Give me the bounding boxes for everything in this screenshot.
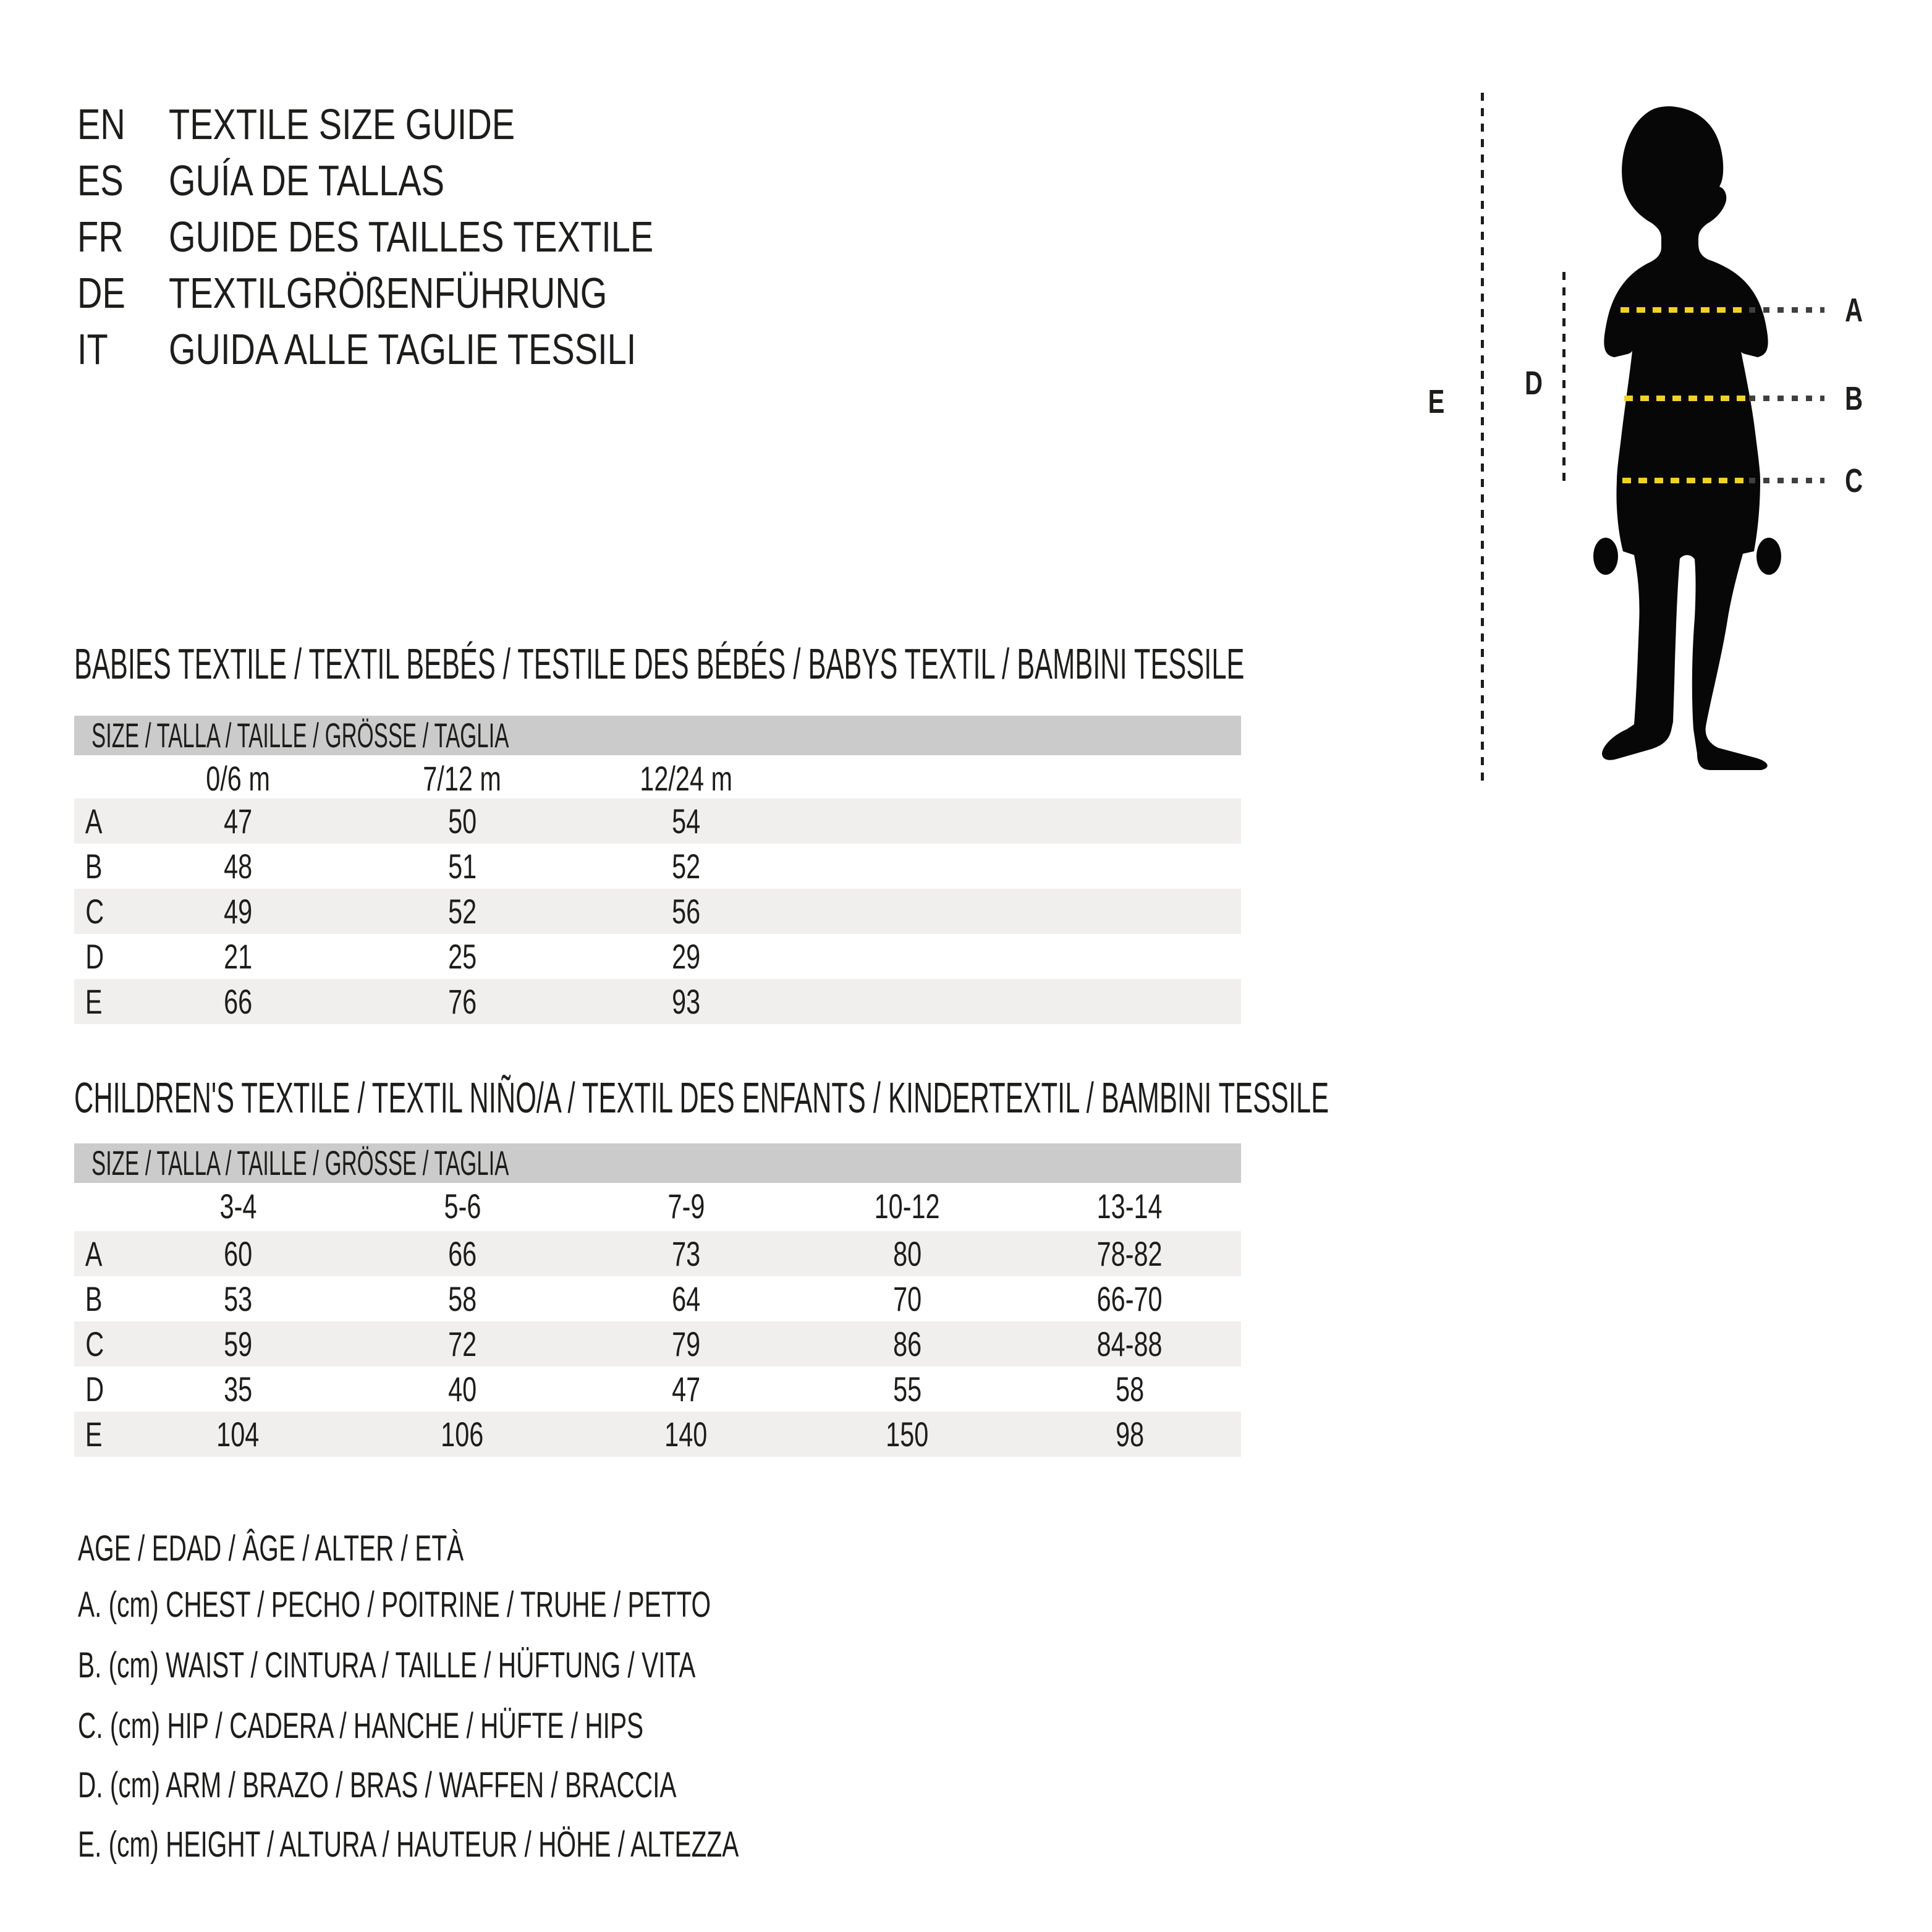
table-cell: 25 bbox=[447, 937, 477, 976]
table-cell: 140 bbox=[664, 1415, 708, 1454]
children-section-heading: CHILDREN'S TEXTILE / TEXTIL NIÑO/A / TEXTIL DES ENFANTS / KINDERTEXTIL / BAMBINI TESSILE bbox=[74, 1074, 1329, 1122]
table-cell: 55 bbox=[892, 1370, 922, 1409]
table-row bbox=[74, 799, 1241, 844]
children-column-header: 7-9 bbox=[667, 1187, 705, 1226]
language-row-de bbox=[77, 271, 740, 315]
row-label: E bbox=[85, 1415, 103, 1454]
table-cell: 51 bbox=[447, 847, 477, 886]
table-cell: 104 bbox=[216, 1415, 260, 1454]
children-column-header: 10-12 bbox=[874, 1187, 940, 1226]
language-title: TEXTILE SIZE GUIDE bbox=[169, 100, 515, 148]
table-cell: 40 bbox=[447, 1370, 477, 1409]
language-title: TEXTILGRÖßENFÜHRUNG bbox=[169, 269, 608, 317]
babies-section-heading: BABIES TEXTILE / TEXTIL BEBÉS / TESTILE DES BÉBÉS / BABYS TEXTIL / BAMBINI TESSILE bbox=[74, 640, 1245, 688]
children-size-header-text: SIZE / TALLA / TAILLE / GRÖSSE / TAGLIA bbox=[91, 1143, 509, 1182]
table-cell: 52 bbox=[447, 892, 477, 931]
waist-line-yellow bbox=[1624, 396, 1745, 401]
table-cell: 48 bbox=[223, 847, 253, 886]
language-row-it bbox=[77, 327, 776, 371]
children-column-header: 5-6 bbox=[444, 1187, 481, 1226]
table-cell: 78-82 bbox=[1096, 1234, 1163, 1273]
figure-label-b: B bbox=[1845, 380, 1863, 417]
table-cell: 54 bbox=[671, 802, 701, 841]
language-title: GUIDE DES TAILLES TEXTILE bbox=[169, 213, 654, 261]
children-column-header: 13-14 bbox=[1096, 1187, 1163, 1226]
children-table bbox=[74, 1231, 1241, 1457]
table-row bbox=[74, 889, 1241, 934]
language-code: IT bbox=[77, 325, 108, 373]
table-cell: 52 bbox=[671, 847, 701, 886]
table-row bbox=[74, 1276, 1241, 1321]
table-cell: 70 bbox=[892, 1279, 922, 1318]
table-row bbox=[74, 934, 1241, 979]
language-row-fr bbox=[77, 214, 797, 259]
table-cell: 56 bbox=[671, 892, 701, 931]
babies-column-header: 7/12 m bbox=[423, 759, 502, 798]
child-hand-right bbox=[1756, 538, 1781, 575]
table-cell: 59 bbox=[223, 1324, 253, 1363]
figure-label-c: C bbox=[1845, 462, 1863, 499]
children-column-header: 3-4 bbox=[219, 1187, 256, 1226]
table-cell: 72 bbox=[447, 1324, 477, 1363]
table-cell: 66-70 bbox=[1096, 1279, 1163, 1318]
table-row bbox=[74, 1321, 1241, 1366]
row-label: C bbox=[85, 892, 104, 931]
babies-column-header: 0/6 m bbox=[206, 759, 270, 798]
legend-age: AGE / EDAD / ÂGE / ALTER / ETÀ bbox=[78, 1528, 464, 1569]
row-label: D bbox=[85, 1370, 104, 1409]
legend-hip: C. (cm) HIP / CADERA / HANCHE / HÜFTE / HIPS bbox=[78, 1706, 644, 1746]
legend-waist: B. (cm) WAIST / CINTURA / TAILLE / HÜFTUNG / VITA bbox=[78, 1645, 696, 1685]
table-cell: 47 bbox=[671, 1370, 701, 1409]
table-cell: 106 bbox=[441, 1415, 484, 1454]
table-row bbox=[74, 844, 1241, 889]
table-cell: 50 bbox=[447, 802, 477, 841]
table-row bbox=[74, 979, 1241, 1024]
babies-size-header-bar bbox=[74, 716, 1241, 755]
row-label: E bbox=[85, 982, 103, 1021]
children-size-header-bar bbox=[74, 1143, 1241, 1183]
table-cell: 76 bbox=[447, 982, 477, 1021]
table-cell: 66 bbox=[223, 982, 253, 1021]
chest-line-dark bbox=[1749, 307, 1824, 313]
table-cell: 35 bbox=[223, 1370, 253, 1409]
language-code: ES bbox=[77, 156, 124, 205]
figure-label-d: D bbox=[1525, 365, 1543, 402]
table-cell: 64 bbox=[671, 1279, 701, 1318]
table-cell: 49 bbox=[223, 892, 253, 931]
row-label: D bbox=[85, 937, 104, 976]
babies-column-header: 12/24 m bbox=[640, 759, 732, 798]
table-cell: 60 bbox=[223, 1234, 253, 1273]
row-label: B bbox=[85, 847, 103, 886]
child-hand-left bbox=[1593, 538, 1618, 575]
table-row bbox=[74, 1366, 1241, 1412]
language-code: FR bbox=[77, 213, 124, 261]
table-cell: 73 bbox=[671, 1234, 701, 1273]
table-cell: 80 bbox=[892, 1234, 922, 1273]
row-label: A bbox=[85, 1234, 103, 1273]
legend-chest: A. (cm) CHEST / PECHO / POITRINE / TRUHE / PETTO bbox=[78, 1585, 711, 1625]
language-title: GUÍA DE TALLAS bbox=[169, 156, 445, 205]
table-cell: 58 bbox=[1115, 1370, 1145, 1409]
figure-label-a: A bbox=[1845, 292, 1863, 329]
table-row bbox=[74, 1412, 1241, 1457]
hip-line-yellow bbox=[1622, 478, 1746, 483]
table-cell: 98 bbox=[1115, 1415, 1145, 1454]
table-cell: 66 bbox=[447, 1234, 477, 1273]
chest-line-yellow bbox=[1621, 307, 1744, 313]
legend-arm: D. (cm) ARM / BRAZO / BRAS / WAFFEN / BRACCIA bbox=[78, 1765, 677, 1805]
figure-label-e: E bbox=[1428, 383, 1445, 420]
language-row-en bbox=[77, 102, 624, 146]
legend-height: E. (cm) HEIGHT / ALTURA / HAUTEUR / HÖHE / ALTEZZA bbox=[78, 1824, 739, 1865]
table-row bbox=[74, 1231, 1241, 1276]
babies-table bbox=[74, 799, 1241, 1024]
waist-line-dark bbox=[1749, 396, 1824, 401]
table-cell: 150 bbox=[886, 1415, 929, 1454]
table-cell: 21 bbox=[223, 937, 253, 976]
row-label: C bbox=[85, 1324, 104, 1363]
row-label: A bbox=[85, 802, 103, 841]
table-cell: 58 bbox=[447, 1279, 477, 1318]
table-cell: 47 bbox=[223, 802, 253, 841]
babies-size-header-text: SIZE / TALLA / TAILLE / GRÖSSE / TAGLIA bbox=[91, 716, 509, 755]
table-cell: 53 bbox=[223, 1279, 253, 1318]
language-code: DE bbox=[77, 269, 125, 317]
table-cell: 86 bbox=[892, 1324, 922, 1363]
table-cell: 79 bbox=[671, 1324, 701, 1363]
language-title: GUIDA ALLE TAGLIE TESSILI bbox=[169, 325, 637, 373]
arm-measure-line-d bbox=[1562, 272, 1566, 487]
row-label: B bbox=[85, 1279, 103, 1318]
hip-line-dark bbox=[1749, 478, 1824, 483]
table-cell: 84-88 bbox=[1096, 1324, 1163, 1363]
language-row-es bbox=[77, 158, 536, 203]
table-cell: 93 bbox=[671, 982, 701, 1021]
table-cell: 29 bbox=[671, 937, 701, 976]
language-code: EN bbox=[77, 100, 125, 148]
